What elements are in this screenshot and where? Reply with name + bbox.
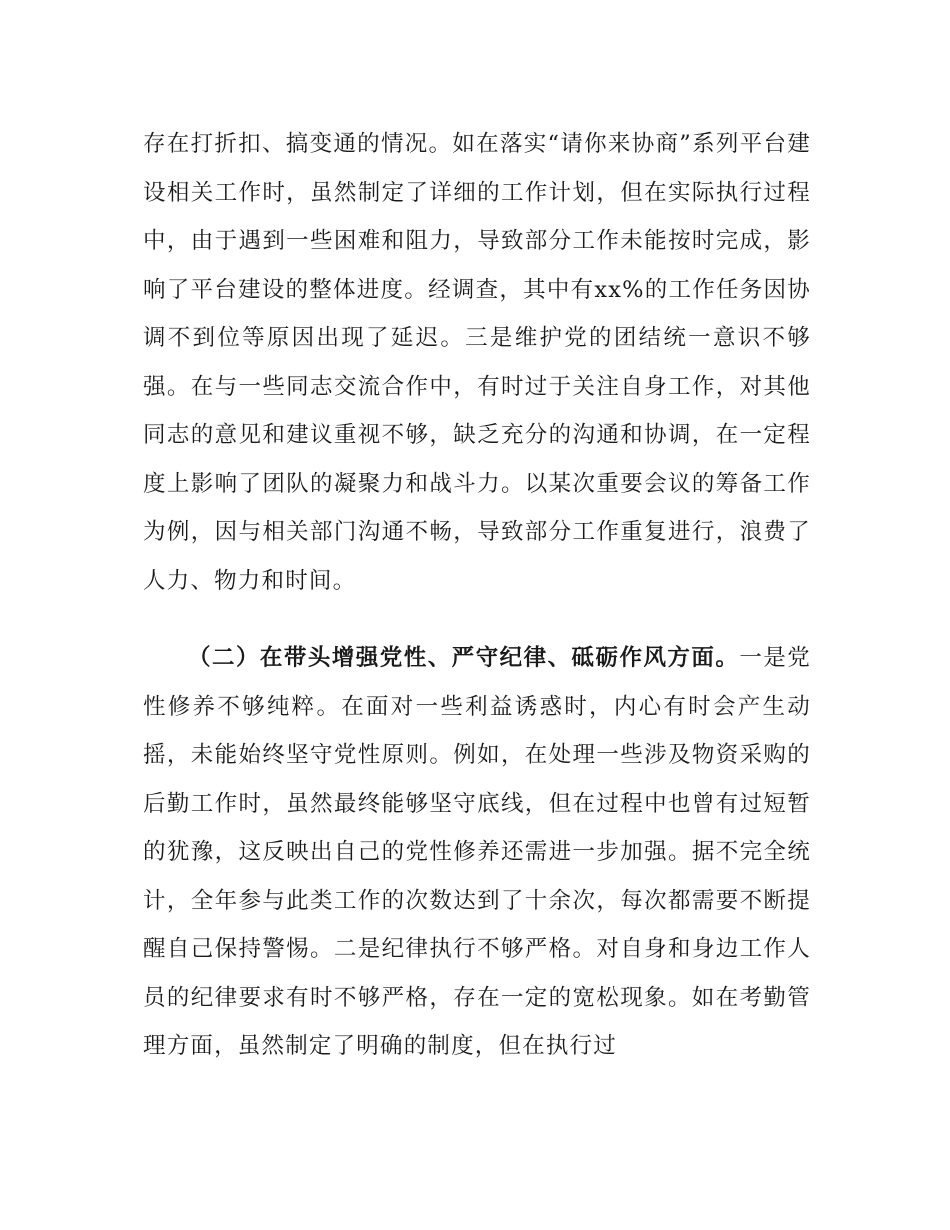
body-paragraph-1: 存在打折扣、搞变通的情况。如在落实“请你来协商”系列平台建设相关工作时，虽然制定了详细的工作计划，但在实际执行过程中，由于遇到一些困难和阻力，导致部分工作未能按时完成，影响了平台建设的整体进度。经调查，其中有xx%的工作任务因协调不到位等原因出现了延迟。三是维护党的团结统一意识不够强。在与一些同志交流合作中，有时过于关注自身工作，对其他同志的意见和建议重视不够，缺乏充分的沟通和协调，在一定程度上影响了团队的凝聚力和战斗力。以某次重要会议的筹备工作为例，因与相关部门沟通不畅，导致部分工作重复进行，浪费了人力、物力和时间。 bbox=[143, 131, 811, 594]
section-body-text: 一是党性修养不够纯粹。在面对一些利益诱惑时，内心有时会产生动摇，未能始终坚守党性原则。例如，在处理一些涉及物资采购的后勤工作时，虽然最终能够坚守底线，但在过程中也曾有过短暂的犹豫，这反映出自己的党性修养还需进一步加强。据不完全统计，全年参与此类工作的次数达到了十余次，每次都需要不断提醒自己保持警惕。二是纪律执行不够严格。对自身和身边工作人员的纪律要求有时不够严格，存在一定的宽松现象。如在考勤管理方面，虽然制定了明确的制度，但在执行过 bbox=[143, 645, 811, 1059]
section-heading: （二）在带头增强党性、严守纪律、砥砺作风方面。 bbox=[188, 645, 740, 671]
body-paragraph-2 bbox=[143, 634, 811, 1071]
